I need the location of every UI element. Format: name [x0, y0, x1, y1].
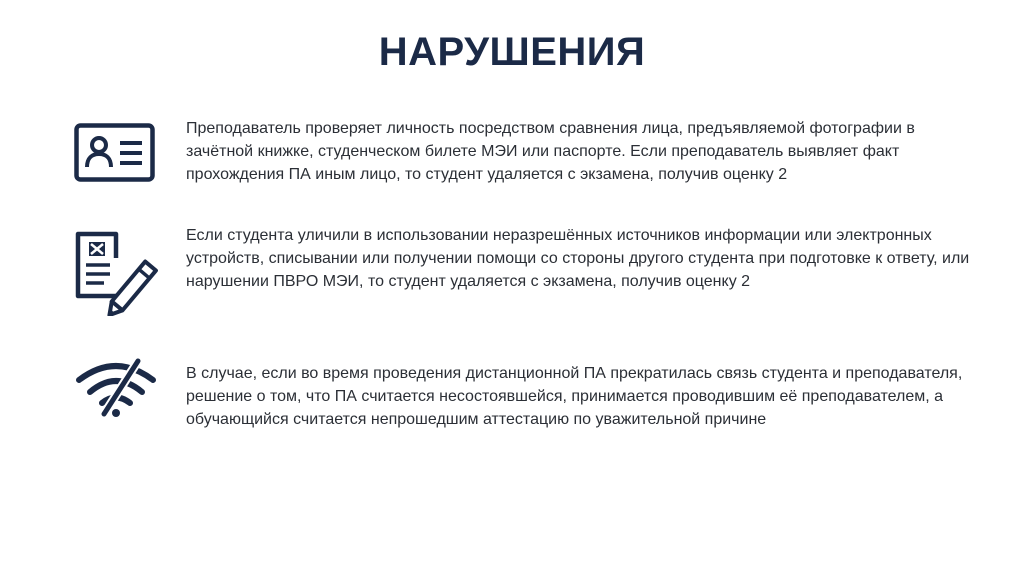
violation-text-identity: Преподаватель проверяет личность посредством сравнения лица, предъявляемой фотографии в зачётной книжке, студенческом билете МЭИ или паспорте. Если преподаватель выявляет факт прохождения ПА иным лицо, то студент удаляется с экзамена, получив оценку 2 — [186, 120, 915, 183]
violation-text-connection: В случае, если во время проведения дистанционной ПА прекратилась связь студента и преподавателя, решение о том, что ПА считается несостоявшейся, принимается проводившим её преподавателем, а обучающийся считается непрошедшим аттестацию по уважительной причине — [186, 365, 963, 428]
no-wifi-icon — [76, 358, 156, 418]
violation-text-cheating: Если студента уличили в использовании неразрешённых источников информации или электронных устройств, списывании или получении помощи со стороны другого студента при подготовке к ответу, или нарушении ПВРО МЭИ, то студент удаляется с экзамена, получив оценку 2 — [186, 227, 970, 290]
page-title: НАРУШЕНИЯ — [378, 30, 646, 74]
id-card-icon — [74, 123, 156, 183]
document-pencil-icon — [72, 228, 162, 316]
